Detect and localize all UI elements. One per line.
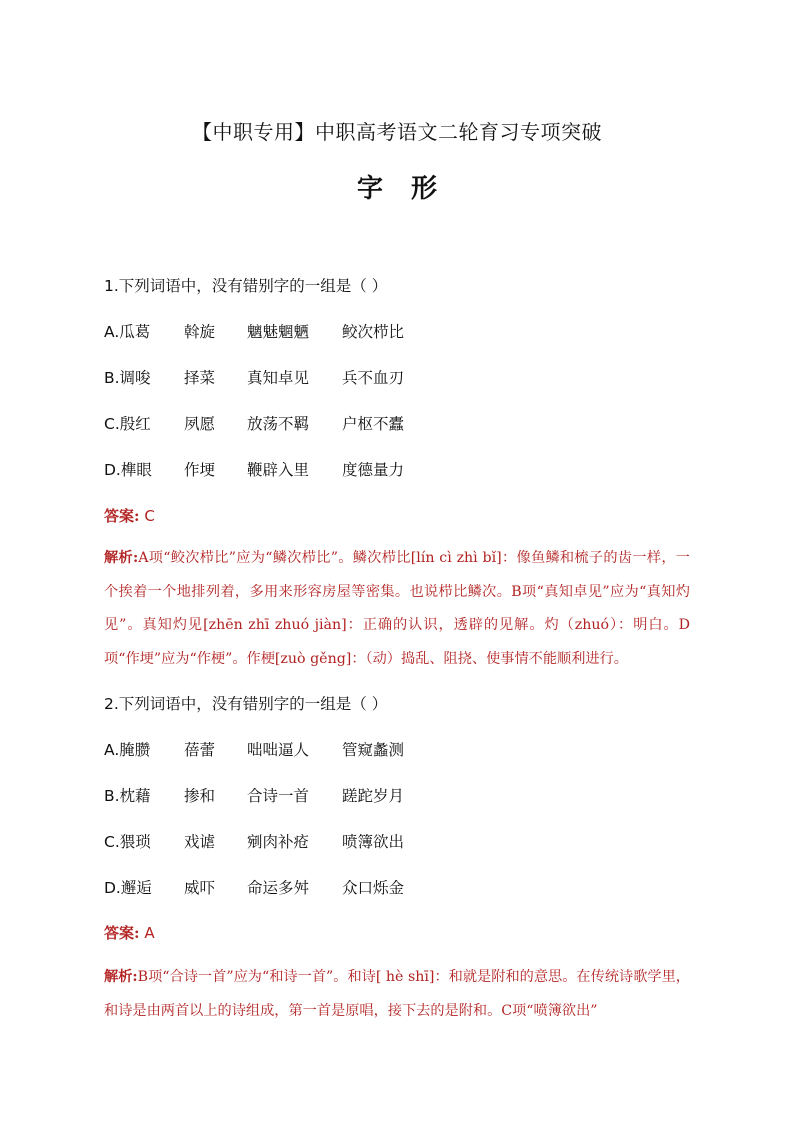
answer-value: C — [144, 507, 155, 525]
analysis-label: 解析: — [104, 550, 139, 566]
option-word: C.猥琐 — [104, 833, 151, 851]
option-word: 众口烁金 — [342, 879, 405, 897]
option-word: 咄咄逼人 — [247, 741, 310, 759]
option-word: 蓓蕾 — [184, 741, 216, 759]
option-word: A.瓜葛 — [104, 323, 151, 341]
answer-label: 答案: — [104, 507, 140, 525]
option-word: C.殷红 — [104, 415, 151, 433]
option-word: 喷簿欲出 — [342, 833, 405, 851]
option-word: 管窥蠡测 — [342, 741, 405, 759]
option-word: 夙愿 — [184, 415, 216, 433]
question-stem: 1.下列词语中，没有错别字的一组是（ ） — [104, 277, 388, 295]
option-row — [104, 366, 704, 388]
question-stem: 2.下列词语中，没有错别字的一组是（ ） — [104, 695, 388, 713]
option-word: 蹉跎岁月 — [342, 787, 405, 805]
analysis-label: 解析: — [104, 969, 138, 985]
analysis-paragraph — [104, 542, 690, 676]
answer-line — [104, 505, 155, 526]
option-word: 真知卓见 — [247, 369, 310, 387]
option-word: 度德量力 — [342, 461, 405, 479]
analysis-text: B项“合诗一首”应为“和诗一首”。和诗[ hè shī]：和就是附和的意思。在传统诗歌学里，和诗是由两首以上的诗组成，第一首是原唱，接下去的是附和。C项“喷簿欲出” — [104, 969, 690, 1019]
option-row — [104, 458, 704, 480]
option-word: 作埂 — [184, 461, 216, 479]
option-row — [104, 830, 704, 852]
option-row — [104, 738, 704, 760]
section-title-char-1: 字 — [356, 174, 383, 204]
option-word: 魑魅魍魉 — [247, 323, 310, 341]
analysis-text: A项“鲛次栉比”应为“鳞次栉比”。鳞次栉比[lín cì zhì bǐ]：像鱼鳞和梳子的齿一样，一个挨着一个地排列着，多用来形容房屋等密集。也说栉比鳞次。B项“真知卓见”应为“真知灼见”。真知灼见[zhēn zhī zhuó jiàn]：正确的认识，透辟的见解。灼（zhuó）：明白。D项“作埂”应为“作梗”。作梗[zuò gěng]：（动）捣乱、阻挠、使事情不能顺利进行。 — [104, 550, 690, 667]
option-word: B.调唆 — [104, 369, 151, 387]
option-word: 择菜 — [184, 369, 216, 387]
option-word: 放荡不羁 — [247, 415, 310, 433]
option-word: 威吓 — [184, 879, 216, 897]
option-row — [104, 784, 704, 806]
option-word: 合诗一首 — [247, 787, 310, 805]
option-word: 鞭辟入里 — [247, 461, 310, 479]
option-word: D.榫眼 — [104, 461, 152, 479]
document-header: 【中职专用】中职高考语文二轮育习专项突破 — [192, 120, 602, 144]
option-word: 掺和 — [184, 787, 216, 805]
option-word: 鲛次栉比 — [342, 323, 405, 341]
option-word: 命运多舛 — [247, 879, 310, 897]
option-word: 兵不血刃 — [342, 369, 405, 387]
option-row — [104, 412, 704, 434]
option-row — [104, 876, 704, 898]
option-word: A.腌臜 — [104, 741, 151, 759]
option-word: 戏谑 — [184, 833, 216, 851]
option-word: B.枕藉 — [104, 787, 151, 805]
answer-label: 答案: — [104, 924, 140, 942]
section-title-char-2: 形 — [411, 174, 438, 204]
option-word: 斡旋 — [184, 323, 216, 341]
section-title — [0, 168, 794, 205]
answer-value: A — [144, 924, 155, 942]
analysis-paragraph — [104, 961, 690, 1028]
option-word: 户枢不蠹 — [342, 415, 405, 433]
option-word: D.邂逅 — [104, 879, 152, 897]
option-row — [104, 320, 704, 342]
answer-line — [104, 922, 155, 943]
option-word: 剜肉补疮 — [247, 833, 310, 851]
